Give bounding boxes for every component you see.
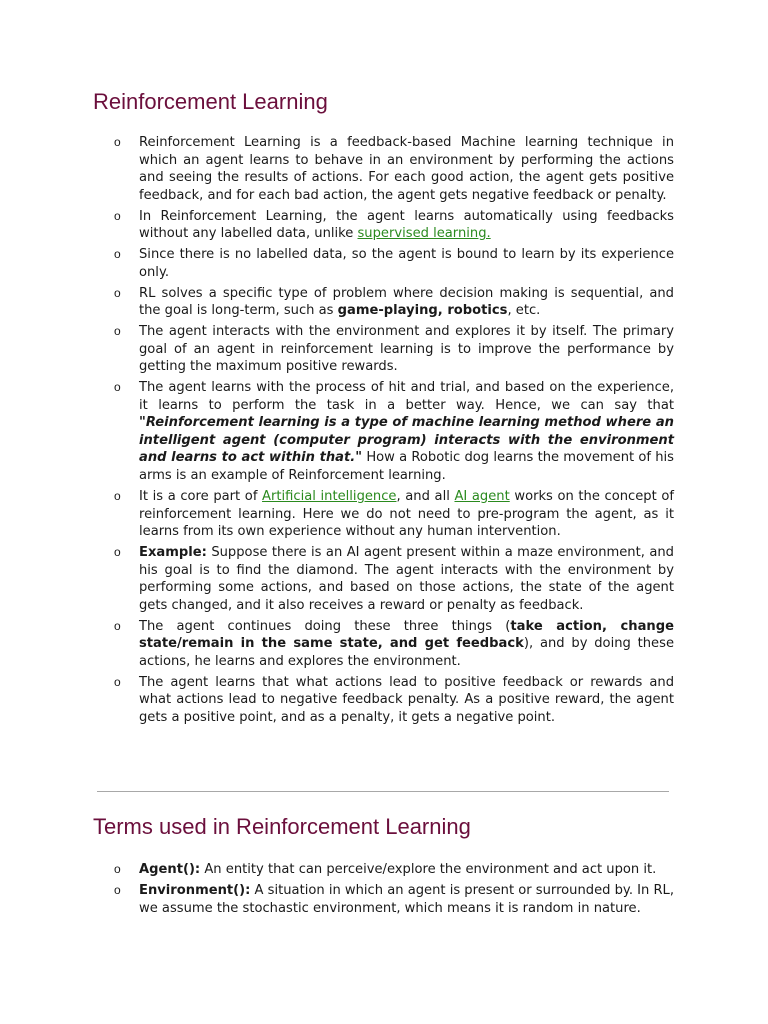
list-item xyxy=(114,285,674,320)
bullet-icon: o xyxy=(114,208,121,223)
item-text: The agent learns with the process of hit and trial, and based on the experience, it learns to perform the task in a better way. Hence, we can say that xyxy=(139,380,674,413)
item-text: The agent interacts with the environment and explores it by itself. The primary goal of an agent in reinforcement learning is to improve the performance by getting the maximum positive rewards. xyxy=(139,324,674,375)
supervised-learning-link[interactable]: supervised learning. xyxy=(357,226,491,242)
list-item xyxy=(114,208,674,243)
example-label: Example: xyxy=(139,545,207,561)
section-heading-reinforcement-learning: Reinforcement Learning xyxy=(93,89,328,114)
item-text: Reinforcement Learning is a feedback-based Machine learning technique in which an agent learns to behave in an environment by performing the actions and seeing the results of actions. For each good action, the agent gets positive feedback, and for each bad action, the agent gets negative feedback or penalty. xyxy=(139,135,674,203)
bullet-icon: o xyxy=(114,489,121,504)
item-text-end: ), and by doing these actions, he learns and explores the environment. xyxy=(139,636,674,669)
term-label: Agent(): xyxy=(139,862,201,877)
list-item xyxy=(114,882,674,917)
bullet-icon: o xyxy=(114,285,121,300)
item-text-end: works on the concept of reinforcement learning. Here we do not need to pre-program the agent, as it learns from its own experience without any human intervention. xyxy=(139,489,674,540)
item-text: Since there is no labelled data, so the agent is bound to learn by its experience only. xyxy=(139,247,674,280)
rl-bullet-list xyxy=(114,134,674,730)
list-item xyxy=(114,379,674,484)
item-bold-text: take action, change state/remain in the same state, and get feedback xyxy=(139,618,674,652)
artificial-intelligence-link[interactable]: Artificial intelligence xyxy=(262,489,397,505)
item-text-end: How a Robotic dog learns the movement of his arms is an example of Reinforcement learning. xyxy=(139,450,674,483)
list-item xyxy=(114,246,674,281)
list-item xyxy=(114,674,674,727)
terms-bullet-list xyxy=(114,861,674,921)
list-item xyxy=(114,134,674,204)
item-text: In Reinforcement Learning, the agent learns automatically using feedbacks without any labelled data, unlike xyxy=(139,208,674,242)
term-definition: A situation in which an agent is present or surrounded by. In RL, we assume the stochastic environment, which means it is random in nature. xyxy=(139,883,675,916)
bullet-icon: o xyxy=(114,135,121,149)
item-bold-text: game-playing, robotics xyxy=(337,303,508,319)
bullet-icon: o xyxy=(114,324,121,339)
bullet-icon: o xyxy=(114,380,121,395)
section-heading-terms: Terms used in Reinforcement Learning xyxy=(93,814,471,839)
list-item xyxy=(114,323,674,376)
ai-agent-link[interactable]: AI agent xyxy=(454,489,510,505)
item-text-end: , etc. xyxy=(507,303,541,319)
item-text-mid: , and all xyxy=(396,489,455,505)
bullet-icon: o xyxy=(114,247,121,262)
bullet-icon: o xyxy=(114,618,121,633)
list-item xyxy=(114,618,674,671)
list-item xyxy=(114,861,674,879)
definition-quote: "Reinforcement learning is a type of machine learning method where an intelligent agent (computer program) interacts with the environment and learns to act within that." xyxy=(139,415,674,466)
list-item xyxy=(114,488,674,541)
list-item xyxy=(114,544,674,614)
bullet-icon: o xyxy=(114,674,121,689)
term-definition: An entity that can perceive/explore the environment and act upon it. xyxy=(200,862,657,877)
item-text: The agent learns that what actions lead to positive feedback or rewards and what actions lead to negative feedback penalty. As a positive reward, the agent gets a positive point, and as a penalty, it gets a negative point. xyxy=(139,674,674,725)
item-text: The agent continues doing these three things ( xyxy=(139,618,511,634)
term-label: Environment(): xyxy=(139,883,251,899)
item-text: It is a core part of xyxy=(139,489,263,505)
bullet-icon: o xyxy=(114,545,121,560)
item-text: RL solves a specific type of problem where decision making is sequential, and the goal is long-term, such as xyxy=(139,285,674,319)
bullet-icon: o xyxy=(114,862,121,876)
section-divider xyxy=(97,791,669,792)
item-text: Suppose there is an AI agent present within a maze environment, and his goal is to find the diamond. The agent interacts with the environment by performing some actions, and based on those actions, the state of the agent gets changed, and it also receives a reward or penalty as feedback. xyxy=(139,545,674,613)
bullet-icon: o xyxy=(114,883,121,898)
